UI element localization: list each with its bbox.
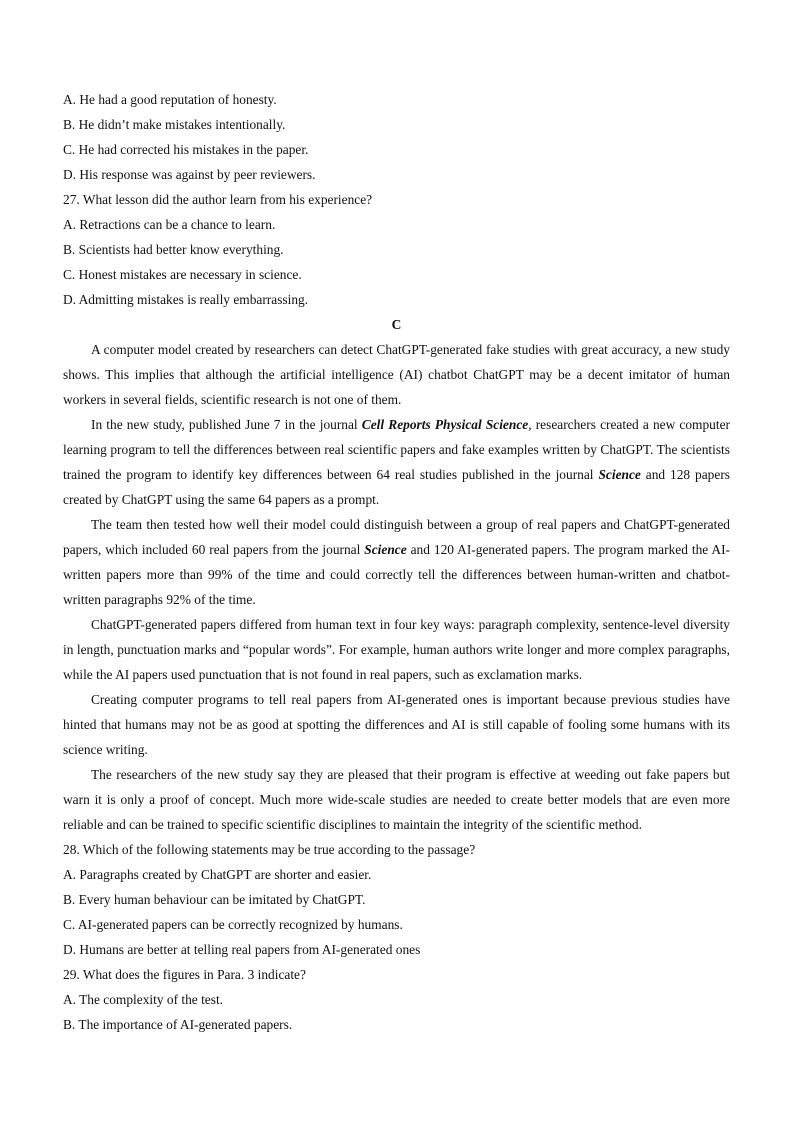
passage-paragraph-2: In the new study, published June 7 in the journal Cell Reports Physical Science, researchers created a new computer learning program to tell the differences between real scientific papers and fake examples written by ChatGPT. The scientists trained the program to identify key differences between 64 real studies published in the journal Science and 128 papers created by ChatGPT using the same 64 papers as a prompt.: [63, 417, 730, 507]
option-q29-b: B. The importance of AI-generated papers.: [63, 1017, 293, 1032]
question-27: 27. What lesson did the author learn from his experience?: [63, 192, 373, 207]
journal-science: Science: [364, 542, 407, 557]
option-q27-c: C. Honest mistakes are necessary in science.: [63, 267, 302, 282]
option-q28-c: C. AI-generated papers can be correctly recognized by humans.: [63, 917, 403, 932]
option-q26-d: D. His response was against by peer reviewers.: [63, 167, 316, 182]
passage-paragraph-1: A computer model created by researchers can detect ChatGPT-generated fake studies with great accuracy, a new study shows. This implies that although the artificial intelligence (AI) chatbot ChatGPT may be a decent imitator of human workers in several fields, scientific research is not one of them.: [63, 342, 730, 407]
option-q28-d: D. Humans are better at telling real papers from AI-generated ones: [63, 942, 421, 957]
option-q29-a: A. The complexity of the test.: [63, 992, 224, 1007]
passage-paragraph-3: The team then tested how well their model could distinguish between a group of real papers and ChatGPT-generated papers, which included 60 real papers from the journal Science and 120 AI-generated papers. The program marked the AI-written papers more than 99% of the time and could correctly tell the differences between human-written and chatbot-written paragraphs 92% of the time.: [63, 517, 730, 607]
question-29: 29. What does the figures in Para. 3 indicate?: [63, 967, 306, 982]
document-page: [63, 87, 730, 1037]
option-q27-a: A. Retractions can be a chance to learn.: [63, 217, 276, 232]
passage-paragraph-6: The researchers of the new study say they are pleased that their program is effective at weeding out fake papers but warn it is only a proof of concept. Much more wide-scale studies are needed to create better models that are even more reliable and can be trained to specific scientific disciplines to maintain the integrity of the scientific method.: [63, 767, 730, 832]
option-q28-a: A. Paragraphs created by ChatGPT are shorter and easier.: [63, 867, 372, 882]
section-heading: C: [391, 317, 402, 332]
passage-paragraph-4: ChatGPT-generated papers differed from human text in four key ways: paragraph complexity, sentence-level diversity in length, punctuation marks and “popular words”. For example, human authors write longer and more complex paragraphs, while the AI papers used punctuation that is not found in real papers, such as exclamation marks.: [63, 617, 730, 682]
journal-science: Science: [598, 467, 641, 482]
option-q26-b: B. He didn’t make mistakes intentionally.: [63, 117, 286, 132]
option-q26-a: A. He had a good reputation of honesty.: [63, 92, 277, 107]
option-q28-b: B. Every human behaviour can be imitated by ChatGPT.: [63, 892, 366, 907]
option-q26-c: C. He had corrected his mistakes in the paper.: [63, 142, 309, 157]
question-28: 28. Which of the following statements may be true according to the passage?: [63, 842, 476, 857]
option-q27-d: D. Admitting mistakes is really embarrassing.: [63, 292, 309, 307]
option-q27-b: B. Scientists had better know everything.: [63, 242, 284, 257]
passage-paragraph-5: Creating computer programs to tell real papers from AI-generated ones is important because previous studies have hinted that humans may not be as good at spotting the differences and AI is still capable of fooling some humans with its science writing.: [63, 692, 730, 757]
journal-name: Cell Reports Physical Science: [361, 417, 529, 432]
